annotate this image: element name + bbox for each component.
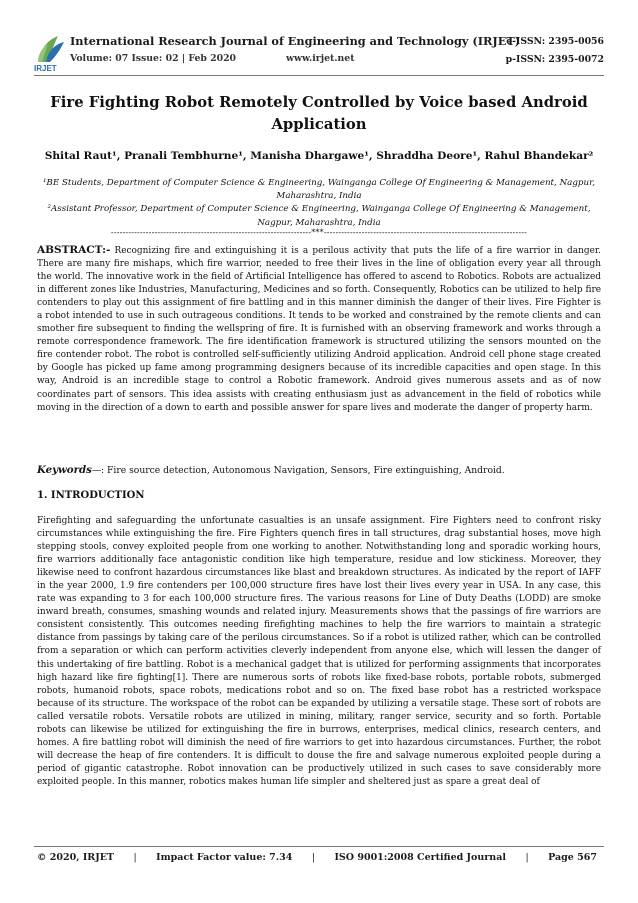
affiliations — [30, 177, 608, 230]
p-issn: p-ISSN: 2395-0072 — [505, 54, 604, 65]
page-footer — [37, 852, 597, 863]
footer-page-number: Page 567 — [548, 852, 597, 863]
footer-divider — [34, 846, 604, 847]
keywords-text: —: Fire source detection, Autonomous Navigation, Sensors, Fire extinguishing, Android. — [91, 465, 505, 476]
abstract-text: Recognizing fire and extinguishing it is a perilous activity that puts the life of a fire warrior in danger. There are many fire mishaps, which fire warrior, needed to free their lives in the line of obligation every year all through the world. The innovative work in the field of Artificial Intelligence has offered to ascend to Robotics. Robots are actualized in different zones like Industries, Manufacturing, Medicines and so forth. Consequently, Robotics can be utilized to help fire contenders to play out this assignment of fire battling and in this manner diminish the danger of their lives. Fire Fighter is a robot intended to use in such outrageous conditions. It tends to be worked and constrained by the remote clients and can smother fire subsequent to finding the wellspring of fire. It is furnished with an observing framework and works through a remote correspondence framework. The fire identification framework is structured utilizing the sensors mounted on the fire contender robot. The robot is controlled self-sufficiently utilizing Android application. Android cell phone stage created by Google has picked up fame among programming designers because of its incredible capacities and open stage. In this way, Android is an incredible stage to control a Robotic framework. Android gives numerous assets and as of now coordinates part of sensors. This idea assists with creating enthusiasm just as advancement in the field of robotics while moving in the direction of a down to earth and possible answer for spare lives and moderate the danger of property harm. — [37, 246, 602, 413]
irjet-logo-icon — [34, 32, 68, 72]
footer-copyright: © 2020, IRJET — [37, 852, 115, 863]
footer-iso: ISO 9001:2008 Certified Journal — [334, 852, 506, 863]
author-list: Shital Raut¹, Pranali Tembhurne¹, Manisha Dhargawe¹, Shraddha Deore¹, Rahul Bhandekar² — [44, 150, 594, 162]
affiliation-1: ¹BE Students, Department of Computer Science & Engineering, Wainganga College Of Engineering & Management, Nagpur, Maharashtra, India — [42, 178, 596, 202]
paper-title: Fire Fighting Robot Remotely Controlled by Voice based Android Application — [50, 94, 588, 133]
abstract-heading: ABSTRACT:- — [37, 244, 111, 256]
footer-separator: | — [133, 852, 137, 863]
abstract — [37, 244, 601, 415]
journal-issue-line — [70, 53, 355, 64]
volume-label: Volume: 07 Issue: 02 | Feb 2020 — [70, 53, 237, 64]
affiliation-2: ²Assistant Professor, Department of Computer Science & Engineering, Wainganga College Of Engineering & Management, Nagpur, Maharashtra, India — [47, 204, 591, 228]
footer-impact-factor: Impact Factor value: 7.34 — [156, 852, 293, 863]
journal-website: www.irjet.net — [285, 53, 355, 64]
footer-separator: | — [525, 852, 529, 863]
svg-text:IRJET: IRJET — [34, 64, 57, 72]
keywords — [37, 464, 601, 477]
section-separator: ---------------------------------------------------------------------***---------------------------------------------------------------------- — [110, 228, 528, 237]
journal-header — [34, 32, 604, 76]
journal-name: International Research Journal of Engineering and Technology (IRJET) — [70, 34, 521, 48]
section-heading: 1. INTRODUCTION — [37, 490, 145, 501]
header-divider — [34, 75, 604, 76]
e-issn: e-ISSN: 2395-0056 — [506, 36, 604, 47]
introduction-text: Firefighting and safeguarding the unfortunate casualties is an unsafe assignment. Fire Fighters need to confront risky circumstances while extinguishing the fire. Fire Fighters quench fires in tall structures, drag substantial hoses, move high stepping stools, convey exploited people from one working to another. Notwithstanding long and sporadic working hours, fire warriors additionally face antagonistic condition like high temperature, residue and low stickiness. Moreover, they likewise need to confront hazardous circumstances like blast and breakdown structures. As indicated by the report of IAFF in the year 2000, 1.9 fire contenders per 100,000 structure fires have lost their lives every year in USA. In any case, this rate was expanding to 3 for each 100,000 structure fires. The various reasons for Line of Duty Deaths (LODD) are smoke inward breath, consumes, smashing wounds and related injury. Measurements shows that the passings of fire warriors are consistent consistently. This outcomes needing firefighting machines to help the fire warriors to maintain a strategic distance from passings by taking care of the perilous circumstances. So if a robot is utilized rather, which can be controlled from a separation or which can perform activities cleverly independent from anyone else, which will lessen the danger of this undertaking of fire battling. Robot is a mechanical gadget that is utilized for performing assignments that incorporates high hazard like fire fighting[1]. There are numerous sorts of robots like fixed-base robots, portable robots, submerged robots, humanoid robots, space robots, medications robot and so on. The fixed base robot has a restricted workspace because of its structure. The workspace of the robot can be expanded by utilizing a versatile stage. These sort of robots are called versatile robots. Versatile robots are utilized in mining, military, ranger service, security and so forth. Portable robots can likewise be utilized for extinguishing the fire in burrows, enterprises, medical clinics, research centers, and homes. A fire battling robot will diminish the need of fire warriors to get into hazardous circumstances. Further, the robot will decrease the heap of fire contenders. It is difficult to douse the fire and salvage numerous exploited people during a period of gigantic catastrophe. Robot innovation can be productively utilized in such cases to save considerably more exploited people. In this manner, robotics makes human life simpler and sheltered just as spare a great deal of — [37, 516, 601, 787]
keywords-heading: Keywords — [37, 464, 92, 476]
footer-separator: | — [311, 852, 315, 863]
